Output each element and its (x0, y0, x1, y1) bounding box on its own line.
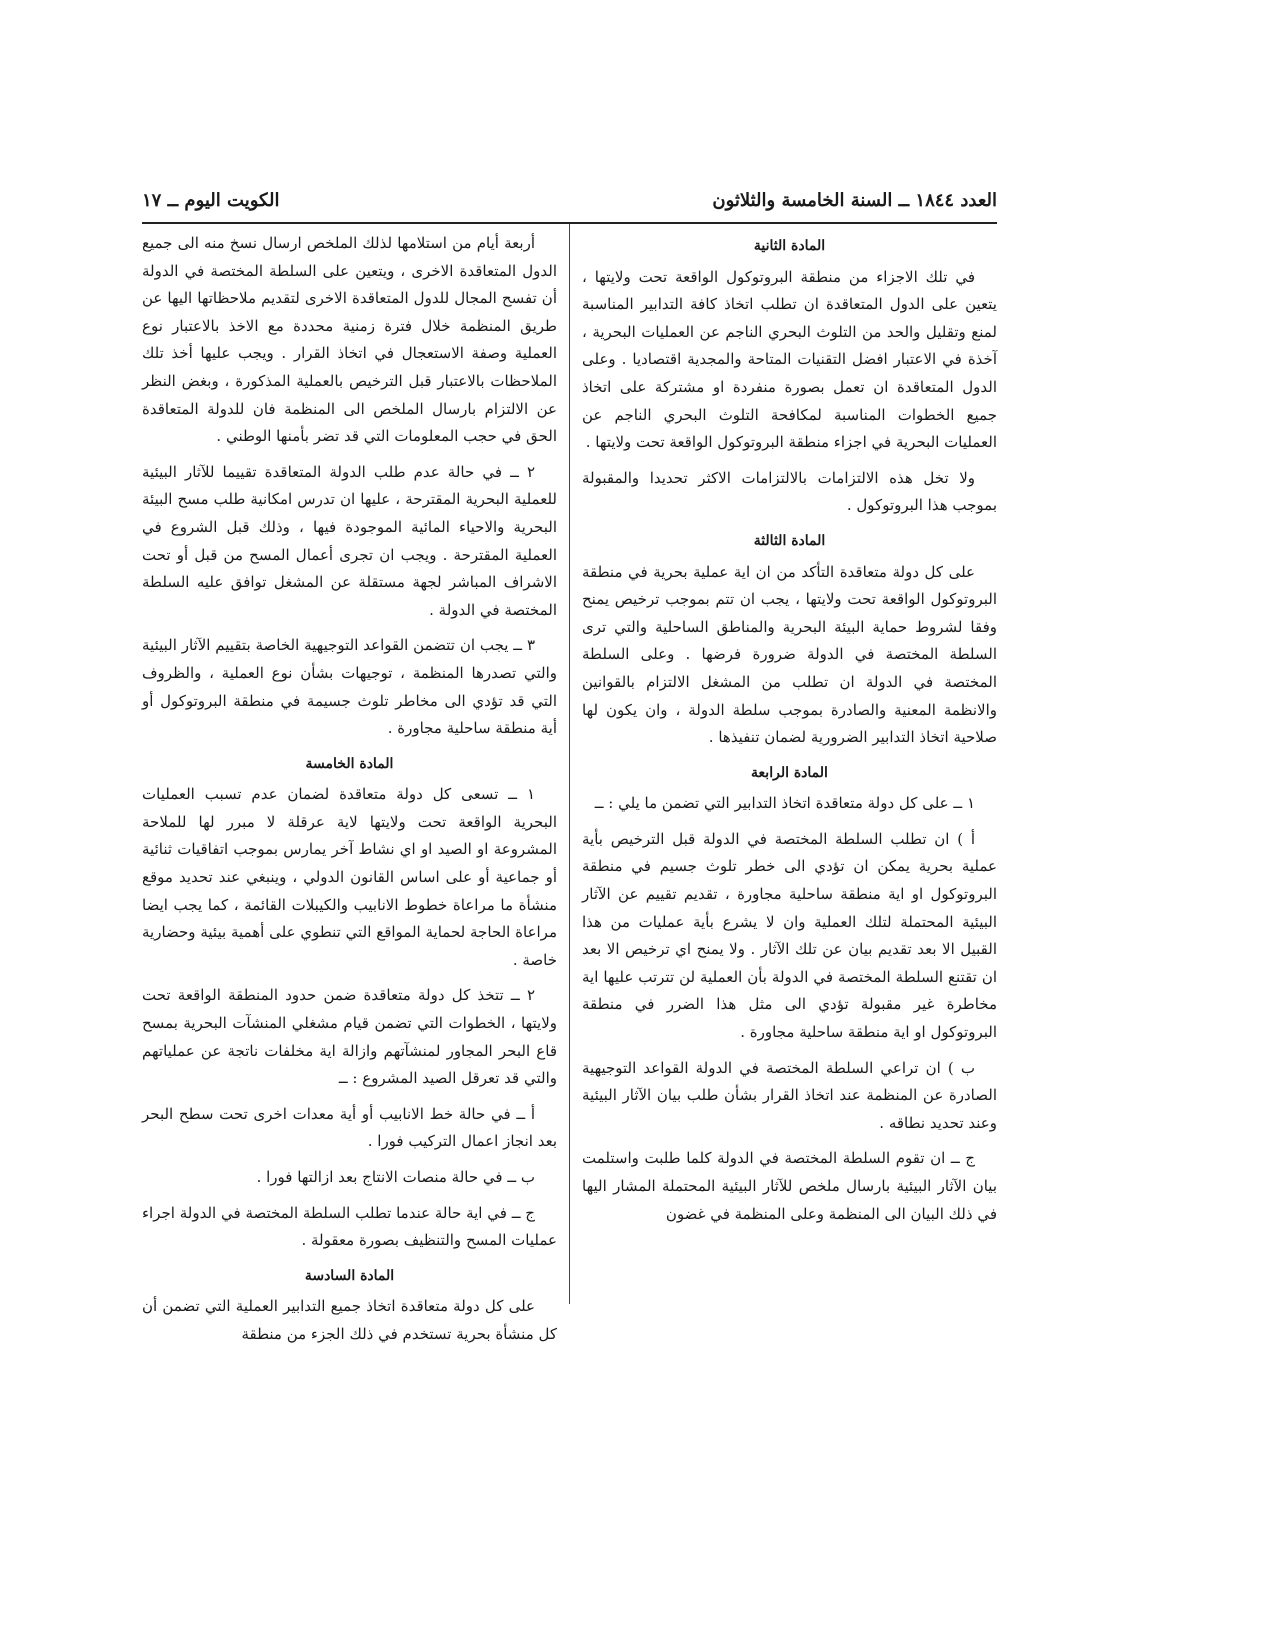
paragraph: ب ) ان تراعي السلطة المختصة في الدولة القواعد التوجيهية الصادرة عن المنظمة عند اتخاذ القرار بشأن طلب بيان الآثار البيئية وعند تحديد نطاقه . (582, 1058, 997, 1132)
paragraph: ١ ــ على كل دولة متعاقدة اتخاذ التدابير التي تضمن ما يلي : ــ (594, 794, 975, 813)
left-column (142, 230, 557, 1357)
paragraph: ٢ ــ في حالة عدم طلب الدولة المتعاقدة تقييما للآثار البيئية للعملية البحرية المقترحة ، عليها ان تدرس امكانية طلب مسح البيئة البحرية والاحياء المائية الموجودة فيها ، وذلك قبل الشروع في العملية المقترحة . ويجب ان تجرى أعمال المسح من قبل أو تحت الاشراف المباشر لجهة مستقلة عن المشغل توافق عليه السلطة المختصة في الدولة . (142, 462, 557, 619)
paragraph: ولا تخل هذه الالتزامات بالالتزامات الاكثر تحديدا والمقبولة بموجب هذا البروتوكول . (582, 468, 997, 515)
article-heading: المادة الرابعة (751, 764, 828, 781)
paragraph: في تلك الاجزاء من منطقة البروتوكول الواقعة تحت ولايتها ، يتعين على الدول المتعاقدة ان تطلب اتخاذ كافة التدابير المناسبة لمنع وتقليل والحد من التلوث البحري الناجم عن العمليات البحرية ، آخذة في الاعتبار افضل التقنيات المتاحة والمجدية اقتصاديا . وعلى الدول المتعاقدة ان تعمل بصورة منفردة او مشتركة على اتخاذ جميع الخطوات المناسبة لمكافحة التلوث البحري الناجم عن العمليات البحرية في اجزاء منطقة البروتوكول الواقعة تحت ولايتها . (582, 267, 997, 452)
paragraph: أ ) ان تطلب السلطة المختصة في الدولة قبل الترخيص بأية عملية بحرية يمكن ان تؤدي الى خطر تلوث جسيم في منطقة البروتوكول او اية منطقة ساحلية مجاورة ، تقديم تقييم عن الآثار البيئية المحتملة لتلك العملية وان لا يشرع بأية عمليات من هذا القبيل الا بعد تقديم بيان عن تلك الآثار . ولا يمنح اي ترخيص الا بعد ان تقتنع السلطة المختصة في الدولة بأن العملية لن تترتب عليها اية مخاطرة غير مقبولة تؤدي الى مثل هذا الضرر في منطقة البروتوكول او اية منطقة ساحلية مجاورة . (582, 829, 997, 1042)
article-heading: المادة الثالثة (753, 532, 826, 549)
article-heading: المادة الخامسة (305, 755, 394, 772)
page-header (142, 190, 997, 216)
right-column (582, 230, 997, 1236)
paragraph: ج ــ في اية حالة عندما تطلب السلطة المختصة في الدولة اجراء عمليات المسح والتنظيف بصورة معقولة . (142, 1203, 557, 1250)
paragraph: أ ــ في حالة خط الانابيب أو أية معدات اخرى تحت سطح البحر بعد انجاز اعمال التركيب فورا . (142, 1104, 557, 1151)
paragraph: على كل دولة متعاقدة التأكد من ان اية عملية بحرية في منطقة البروتوكول الواقعة تحت ولايتها ، يجب ان تتم بموجب ترخيص يمنح وفقا لشروط حماية البيئة البحرية والمناطق الساحلية والتي ترى السلطة المختصة في الدولة ضرورة فرضها . وعلى السلطة المختصة في الدولة ان تطلب من المشغل الالتزام بالقوانين والانظمة المعنية والصادرة بموجب سلطة الدولة ، وان يكون لها صلاحية اتخاذ التدابير الضرورية لضمان تنفيذها . (582, 562, 997, 747)
paragraph: على كل دولة متعاقدة اتخاذ جميع التدابير العملية التي تضمن أن كل منشأة بحرية تستخدم في ذلك الجزء من منطقة (142, 1297, 557, 1343)
paragraph: ج ــ ان تقوم السلطة المختصة في الدولة كلما طلبت واستلمت بيان الآثار البيئية بارسال ملخص للآثار البيئية المحتملة المشار اليها في ذلك البيان الى المنظمة وعلى المنظمة في غضون (582, 1149, 997, 1223)
paragraph: ٢ ــ تتخذ كل دولة متعاقدة ضمن حدود المنطقة الواقعة تحت ولايتها ، الخطوات التي تضمن قيام مشغلي المنشآت البحرية بمسح قاع البحر المجاور لمنشآتهم وازالة اية مخلفات ناتجة عن عملياتهم والتي قد تعرقل الصيد المشروع : ــ (142, 986, 557, 1088)
issue-info: العدد ١٨٤٤ ــ السنة الخامسة والثلاثون (712, 190, 997, 211)
paragraph: ٣ ــ يجب ان تتضمن القواعد التوجيهية الخاصة بتقييم الآثار البيئية والتي تصدرها المنظمة ، توجيهات بشأن نوع العملية ، والظروف التي قد تؤدي الى مخاطر تلوث جسيمة في منطقة البروتوكول أو أية منطقة ساحلية مجاورة . (142, 636, 557, 738)
article-heading: المادة السادسة (304, 1267, 395, 1284)
paragraph: ١ ــ تسعى كل دولة متعاقدة لضمان عدم تسبب العمليات البحرية الواقعة تحت ولايتها لاية عرقلة لا مبرر لها للملاحة المشروعة او الصيد او اي نشاط آخر يمارس بموجب اتفاقيات ثنائية أو جماعية أو على اساس القانون الدولي ، وينبغي عند تحديد موقع منشأة ما مراعاة خطوط الانابيب والكيبلات القائمة ، كما يجب ايضا مراعاة الحاجة لحماية المواقع التي تنطوي على أهمية بيئية وحضارية خاصة . (142, 785, 557, 969)
paragraph: أربعة أيام من استلامها لذلك الملخص ارسال نسخ منه الى جميع الدول المتعاقدة الاخرى ، ويتعين على السلطة المختصة في الدولة أن تفسح المجال للدول المتعاقدة الاخرى لتقديم ملاحظاتها اليها عن طريق المنظمة خلال فترة زمنية محددة مع الاخذ بالاعتبار نوع العملية وصفة الاستعجال في اتخاذ القرار . ويجب عليها أخذ تلك الملاحظات بالاعتبار قبل الترخيص بالعملية المذكورة ، وبغض النظر عن الالتزام بارسال الملخص الى المنظمة فان للدولة المتعاقدة الحق في حجب المعلومات التي قد تضر بأمنها الوطني . (142, 234, 557, 446)
article-heading: المادة الثانية (753, 238, 826, 254)
paragraph: ب ــ في حالة منصات الانتاج بعد ازالتها فورا . (256, 1168, 535, 1186)
publication-name: الكويت اليوم ــ ١٧ (142, 190, 280, 211)
column-divider (569, 224, 570, 1304)
